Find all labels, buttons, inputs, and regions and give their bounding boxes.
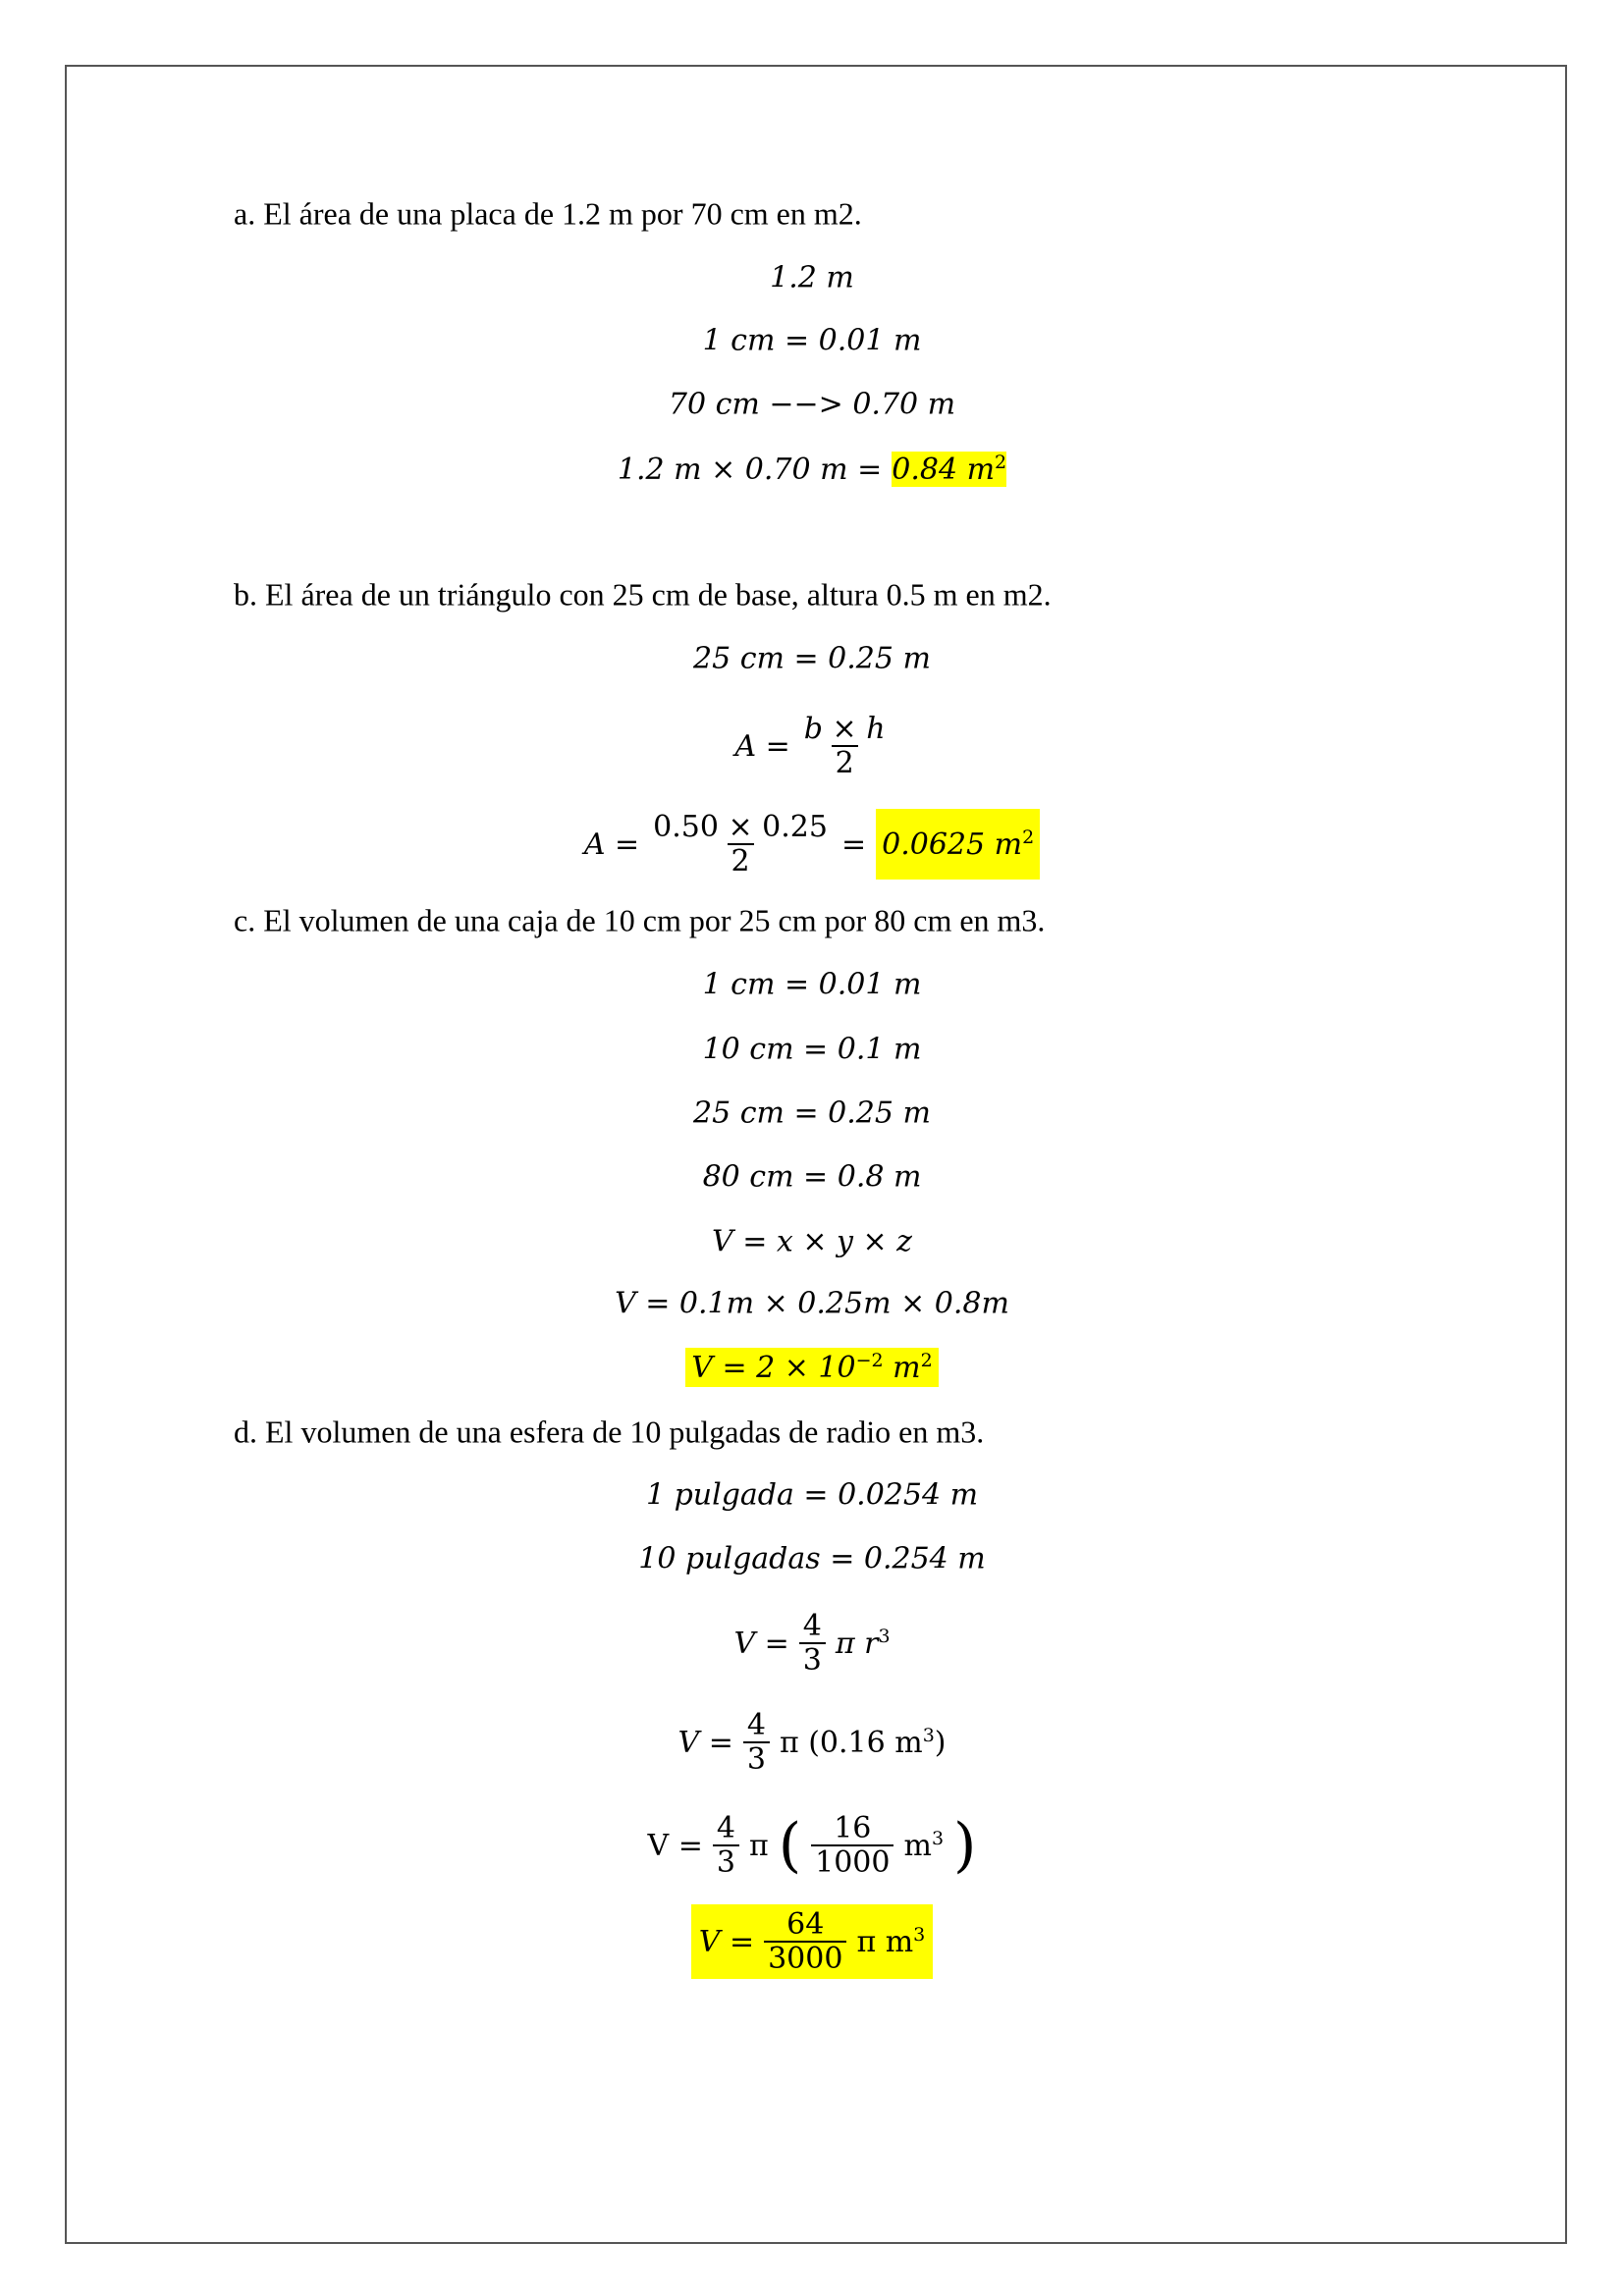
equation-text: 1 cm = 0.01 m: [702, 323, 922, 358]
section-c-heading: c. El volumen de una caja de 10 cm por 25 cm por 80 cm en m3.: [234, 902, 1046, 938]
equation-text: V = 0.1m × 0.25m × 0.8m: [615, 1286, 1009, 1321]
result-text: 0.0625 m: [882, 828, 1023, 862]
equation: [0, 1285, 1624, 1323]
equation: [0, 322, 1624, 360]
result-text: π m: [856, 1925, 914, 1959]
unit: m: [903, 1829, 932, 1863]
fraction: [811, 1812, 893, 1879]
exponent: 3: [922, 1725, 935, 1746]
equation-text: π (0.16 m: [779, 1726, 923, 1760]
equation: [0, 450, 1624, 489]
numerator: 16: [834, 1811, 872, 1845]
numerator: b × h: [803, 712, 886, 746]
section-b-heading: b. El área de un triángulo con 25 cm de base, altura 0.5 m en m2.: [234, 576, 1052, 613]
highlighted-result: [892, 452, 1006, 487]
equation-text: 70 cm −−> 0.70 m: [668, 387, 956, 422]
equation: [0, 1540, 1624, 1578]
exponent: 3: [913, 1924, 926, 1946]
equation: [0, 1476, 1624, 1515]
equation: [0, 1904, 1624, 1979]
equation: [0, 1223, 1624, 1261]
exponent: 3: [931, 1828, 945, 1849]
equation: [0, 1707, 1624, 1778]
equation: [0, 386, 1624, 424]
fraction: [743, 1709, 770, 1776]
equation-text: A =: [583, 827, 640, 862]
equation-text: V =: [733, 1626, 789, 1661]
equation: [0, 807, 1624, 881]
equation-text: 80 cm = 0.8 m: [702, 1159, 922, 1195]
denominator: 2: [728, 843, 754, 878]
equation-text: 1 cm = 0.01 m: [702, 967, 922, 1002]
equation: [0, 1348, 1624, 1387]
result-text: V = 2 × 10: [691, 1351, 856, 1385]
close-paren: ): [934, 1726, 947, 1760]
equation-text: 25 cm = 0.25 m: [693, 1095, 931, 1131]
highlighted-result: [691, 1904, 934, 1979]
section-d-heading: d. El volumen de una esfera de 10 pulgadas de radio en m3.: [234, 1414, 985, 1450]
unit: m: [893, 1351, 921, 1385]
denominator: 3000: [764, 1941, 846, 1975]
fraction: [800, 713, 890, 779]
equation: [0, 1608, 1624, 1679]
numerator: 0.50 × 0.25: [653, 810, 828, 844]
equation-text: V =: [647, 1828, 703, 1863]
equals-sign: =: [840, 827, 867, 862]
equation: [0, 966, 1624, 1004]
exponent: 3: [878, 1626, 891, 1647]
result-text: 0.84 m: [892, 453, 996, 487]
equation: [0, 640, 1624, 678]
fraction: [799, 1610, 826, 1677]
equation: [0, 711, 1624, 781]
denominator: 3: [713, 1844, 739, 1879]
fraction: [764, 1908, 846, 1975]
denominator: 3: [743, 1741, 770, 1776]
equation: [0, 1810, 1624, 1881]
exponent: −2: [855, 1350, 884, 1371]
open-paren: (: [778, 1811, 802, 1880]
denominator: 2: [832, 745, 858, 779]
highlighted-result: [876, 809, 1040, 880]
equation-text: 25 cm = 0.25 m: [693, 641, 931, 676]
exponent: 2: [1022, 827, 1035, 848]
equation: [0, 259, 1624, 297]
equation: [0, 1158, 1624, 1197]
equation-text: π r: [835, 1627, 879, 1661]
equation-text: V =: [677, 1725, 733, 1760]
equation-text: 10 cm = 0.1 m: [702, 1032, 922, 1067]
equation-text: 1.2 m: [770, 260, 854, 295]
equation-text: 1.2 m × 0.70 m =: [617, 452, 883, 487]
equation-text: V =: [698, 1924, 755, 1959]
denominator: 3: [799, 1642, 826, 1677]
pi-symbol: π: [748, 1828, 769, 1863]
equation-text: V = x × y × z: [712, 1224, 912, 1259]
equation: [0, 1095, 1624, 1133]
exponent: 2: [995, 452, 1007, 473]
equation-text: 10 pulgadas = 0.254 m: [638, 1541, 986, 1576]
highlighted-result: [685, 1348, 938, 1387]
numerator: 4: [802, 1609, 822, 1643]
section-a-heading: a. El área de una placa de 1.2 m por 70 cm en m2.: [234, 195, 862, 232]
equation-text: 1 pulgada = 0.0254 m: [645, 1477, 979, 1513]
equation: [0, 1031, 1624, 1069]
equation-text: A =: [734, 728, 790, 764]
exponent: 2: [920, 1350, 933, 1371]
numerator: 64: [786, 1907, 825, 1942]
fraction: [649, 811, 832, 878]
fraction: [713, 1812, 739, 1879]
denominator: 1000: [811, 1844, 893, 1879]
close-paren: ): [953, 1811, 977, 1880]
numerator: 4: [716, 1811, 735, 1845]
numerator: 4: [746, 1708, 766, 1742]
